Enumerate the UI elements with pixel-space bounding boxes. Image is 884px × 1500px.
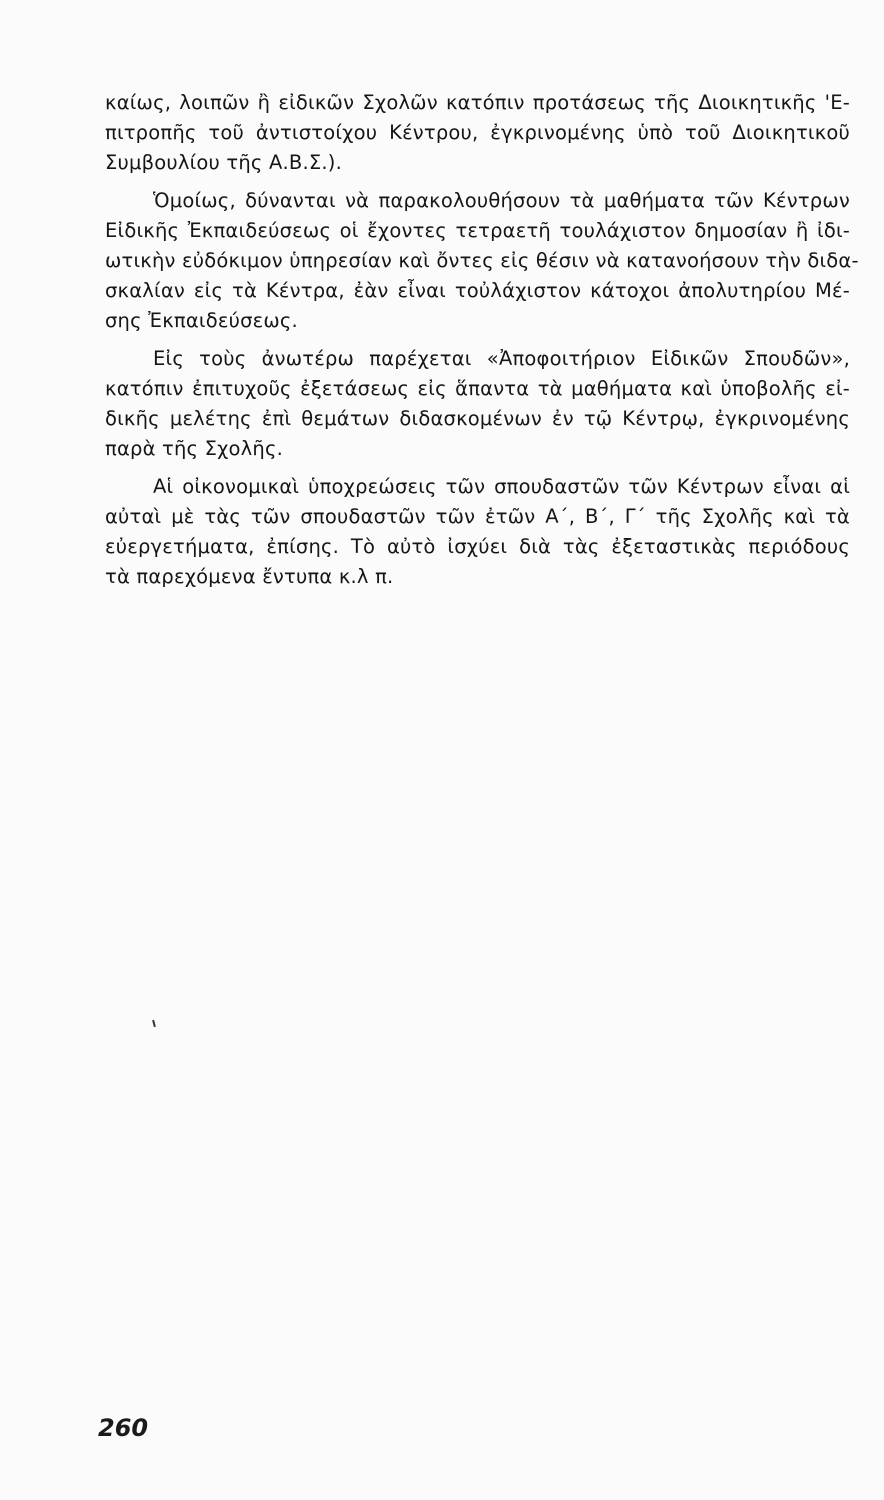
text-line: πιτροπῆς τοῦ ἀντιστοίχου Κέντρου, ἐγκρινομένης ὑπὸ τοῦ Διοικητικοῦ (105, 121, 850, 144)
text-line: σκαλίαν εἰς τὰ Κέντρα, ἐὰν εἶναι τοὐλάχιστον κάτοχοι ἀπολυτηρίου Μέ- (105, 279, 850, 302)
text-line: εὐεργετήματα, ἐπίσης. Τὸ αὐτὸ ἰσχύει διὰ τὰς ἐξεταστικὰς περιόδους (105, 535, 850, 558)
paragraph-4 (105, 472, 850, 592)
text-line: καίως, λοιπῶν ἢ εἰδικῶν Σχολῶν κατόπιν προτάσεως τῆς Διοικητικῆς 'Ε- (105, 91, 850, 114)
text-line: Συμβουλίου τῆς Α.Β.Σ.). (105, 151, 343, 174)
paragraph-3 (105, 344, 850, 464)
page-number: 260 (98, 1414, 149, 1442)
text-line: ωτικὴν εὐδόκιμον ὑπηρεσίαν καὶ ὄντες εἰς θέσιν νὰ κατανοήσουν τὴν διδα- (105, 249, 859, 272)
paragraph-1 (105, 88, 850, 178)
text-line: σης Ἐκπαιδεύσεως. (105, 309, 298, 332)
text-line: Εἰδικῆς Ἐκπαιδεύσεως οἱ ἔχοντες τετραετῆ τουλάχιστον δημοσίαν ἢ ἰδι- (105, 219, 850, 242)
body-text (105, 88, 859, 600)
paragraph-2 (105, 186, 859, 336)
text-line: δικῆς μελέτης ἐπὶ θεμάτων διδασκομένων ἐν τῷ Κέντρῳ, ἐγκρινομένης (105, 407, 850, 430)
text-line: Αἱ οἰκονομικαὶ ὑποχρεώσεις τῶν σπουδαστῶν τῶν Κέντρων εἶναι αἱ (153, 475, 850, 498)
text-line: παρὰ τῆς Σχολῆς. (105, 437, 284, 460)
text-line: Ὁμοίως, δύνανται νὰ παρακολουθήσουν τὰ μαθήματα τῶν Κέντρων (153, 189, 850, 212)
text-line: τὰ παρεχόμενα ἔντυπα κ.λ π. (105, 565, 394, 588)
text-line: κατόπιν ἐπιτυχοῦς ἐξετάσεως εἰς ἅπαντα τὰ μαθήματα καὶ ὑποβολῆς εἰ- (105, 377, 850, 400)
text-line: αὐταὶ μὲ τὰς τῶν σπουδαστῶν τῶν ἐτῶν Α΄, Β΄, Γ΄ τῆς Σχολῆς καὶ τὰ (105, 505, 850, 528)
text-line: Εἰς τοὺς ἀνωτέρω παρέχεται «Ἀποφοιτήριον Εἰδικῶν Σπουδῶν», (153, 347, 850, 370)
print-speck (152, 1020, 156, 1027)
